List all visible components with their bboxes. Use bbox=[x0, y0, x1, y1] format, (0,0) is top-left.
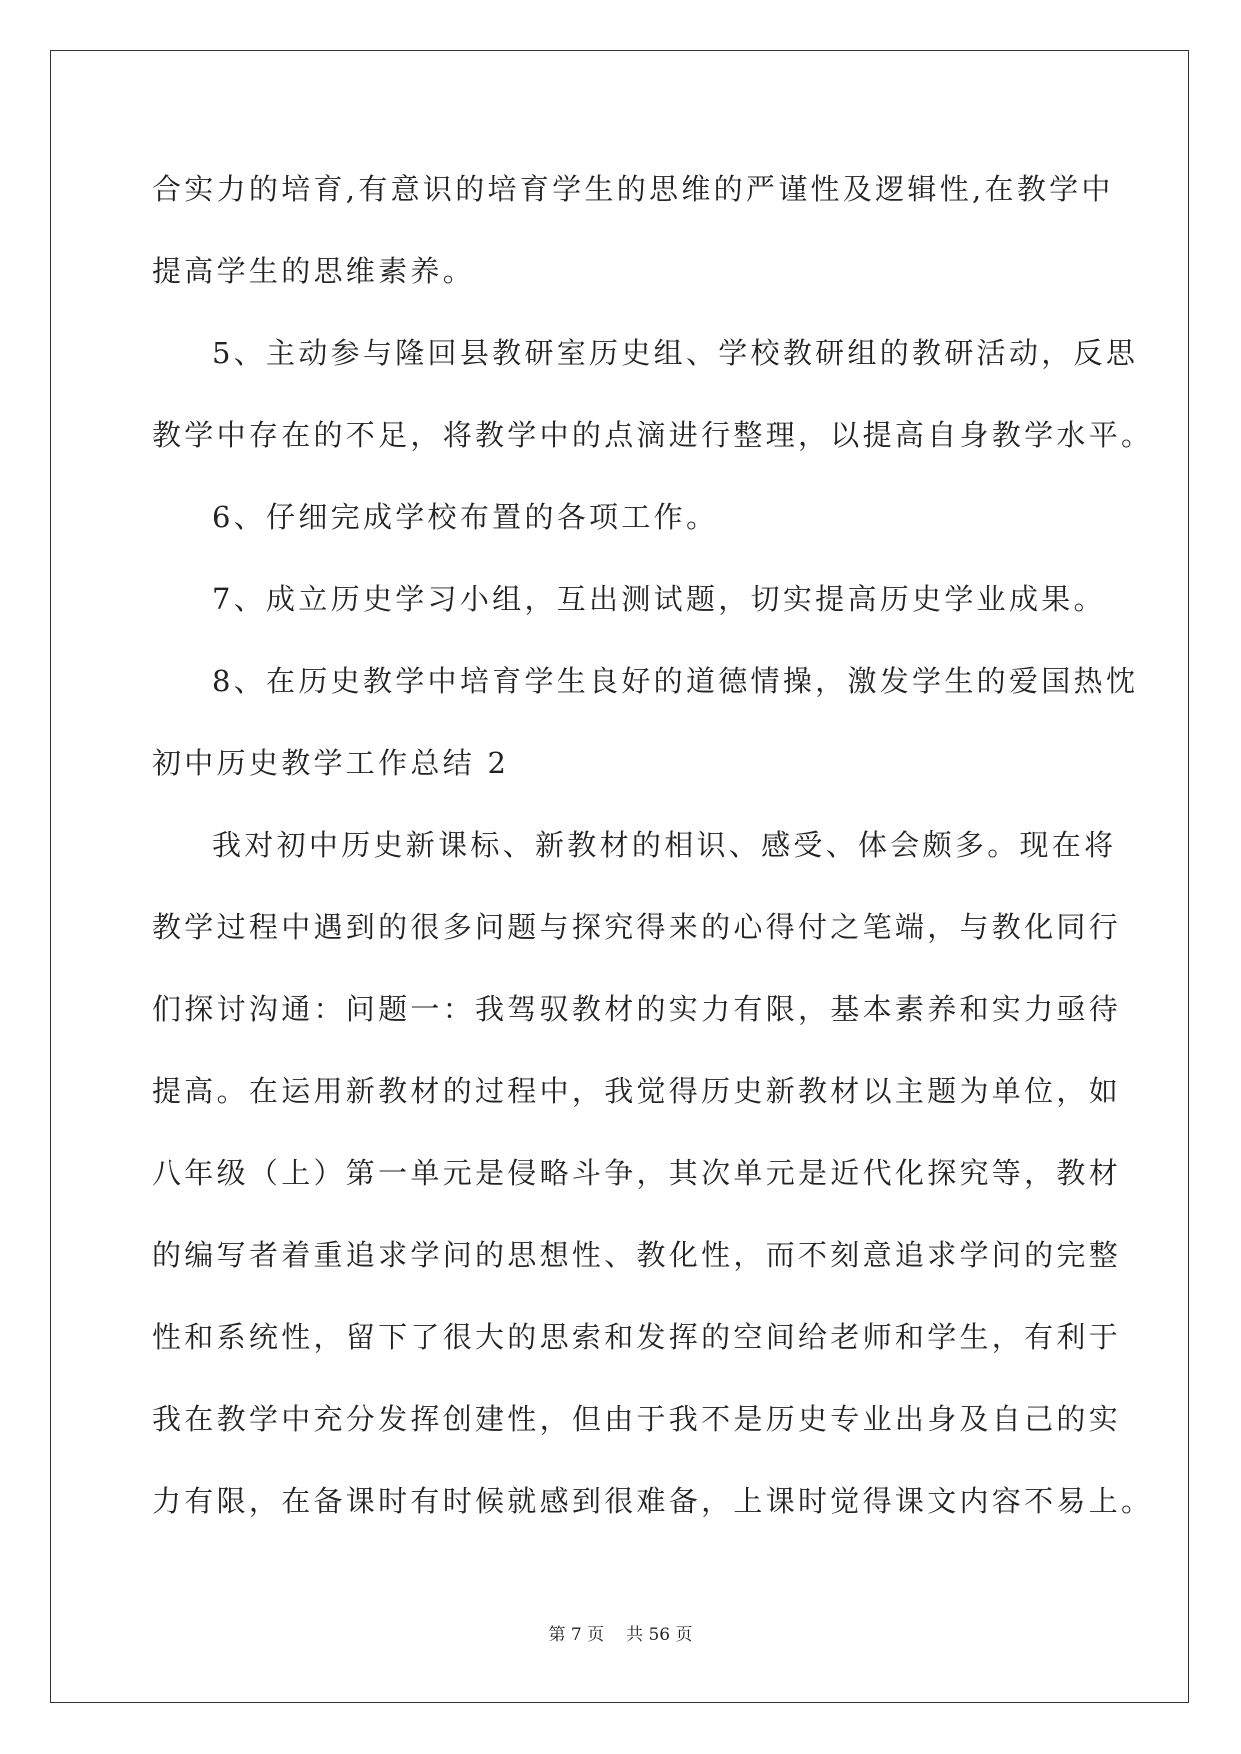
text-line-7: 8、在历史教学中培育学生良好的道德情操，激发学生的爱国热忱 bbox=[212, 664, 1139, 698]
page-footer bbox=[0, 1620, 1241, 1645]
current-page-number: 第 7 页 bbox=[548, 1625, 605, 1645]
document-body bbox=[152, 160, 1154, 1554]
text-line-17: 力有限，在备课时有时候就感到很难备，上课时觉得课文内容不易上。 bbox=[152, 1484, 1154, 1518]
text-line-2: 提高学生的思维素养。 bbox=[152, 254, 476, 288]
text-line-3: 5、主动参与隆回县教研室历史组、学校教研组的教研活动，反思 bbox=[212, 336, 1139, 370]
text-line-14: 的编写者着重追求学问的思想性、教化性，而不刻意追求学问的完整 bbox=[152, 1238, 1122, 1272]
text-line-16: 我在教学中充分发挥创建性，但由于我不是历史专业出身及自己的实 bbox=[152, 1402, 1122, 1436]
text-line-15: 性和系统性，留下了很大的思索和发挥的空间给老师和学生，有利于 bbox=[152, 1320, 1122, 1354]
total-pages: 共 56 页 bbox=[626, 1625, 693, 1645]
text-line-13: 八年级（上）第一单元是侵略斗争，其次单元是近代化探究等，教材 bbox=[152, 1156, 1122, 1190]
text-line-4: 教学中存在的不足，将教学中的点滴进行整理，以提高自身教学水平。 bbox=[152, 418, 1154, 452]
text-line-11: 们探讨沟通：问题一：我驾驭教材的实力有限，基本素养和实力亟待 bbox=[152, 992, 1122, 1026]
text-line-10: 教学过程中遇到的很多问题与探究得来的心得付之笔端，与教化同行 bbox=[152, 910, 1122, 944]
text-line-6: 7、成立历史学习小组，互出测试题，切实提高历史学业成果。 bbox=[212, 582, 1106, 616]
text-line-9: 我对初中历史新课标、新教材的相识、感受、体会颇多。现在将 bbox=[212, 828, 1117, 862]
text-line-12: 提高。在运用新教材的过程中，我觉得历史新教材以主题为单位，如 bbox=[152, 1074, 1122, 1108]
text-line-5: 6、仔细完成学校布置的各项工作。 bbox=[212, 500, 719, 534]
text-line-1: 合实力的培育,有意识的培育学生的思维的严谨性及逻辑性,在教学中 bbox=[152, 172, 1114, 206]
section-heading: 初中历史教学工作总结 2 bbox=[152, 746, 510, 780]
